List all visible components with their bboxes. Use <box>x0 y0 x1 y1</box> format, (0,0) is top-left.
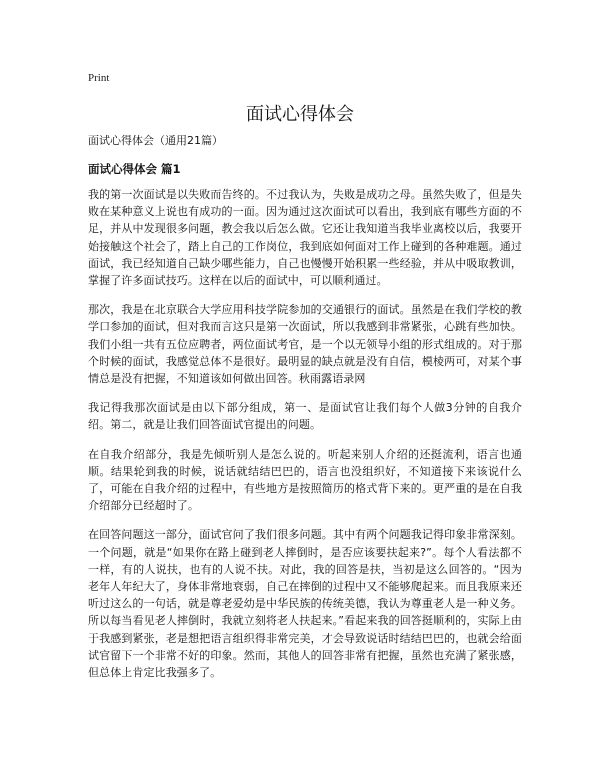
document-subtitle: 面试心得体会（通用21篇） <box>88 134 223 147</box>
paragraph-4: 在自我介绍部分，我是先倾听别人是怎么说的。听起来别人介绍的还挺流利，语言也通顺。结果轮到我的时候，说话就结结巴巴的，语言也没组织好，不知道接下来该说什么了，可能在自我介绍的过程中，有些地方是按照简历的格式背下来的。更严重的是在自我介绍部分已经超时了。 <box>88 447 522 513</box>
paragraph-5: 在回答问题这一部分，面试官问了我们很多问题。其中有两个问题我记得印象非常深刻。一个问题，就是“如果你在路上碰到老人摔倒时，是否应该要扶起来?”。每个人看法都不一样，有的人说扶，也有的人说不扶。对此，我的回答是扶，当初是这么回答的。“因为老年人年纪大了，身体非常地衰弱，自己在摔倒的过程中又不能够爬起来。而且我原来还听过这么的一句话，就是尊老爱幼是中华民族的传统美德，我认为尊重老人是一种义务。所以每当看见老人摔倒时，我就立刻将老人扶起来。”看起来我的回答挺顺利的，实际上由于我感到紧张，老是想把语言组织得非常完美，才会导致说话时结结巴巴的，也就会给面试官留下一个非常不好的印象。然而，其他人的回答非常有把握，虽然也充满了紧张感，但总体上肯定比我强多了。 <box>88 528 522 680</box>
print-label: Print <box>88 72 110 84</box>
section-heading: 面试心得体会 篇1 <box>88 162 181 176</box>
document-title: 面试心得体会 <box>246 104 354 125</box>
paragraph-3: 我记得我那次面试是由以下部分组成，第一、是面试官让我们每个人做3分钟的自我介绍。第二，就是让我们回答面试官提出的问题。 <box>88 401 522 432</box>
paragraph-2: 那次，我是在北京联合大学应用科技学院参加的交通银行的面试。虽然是在我们学校的教学口参加的面试，但对我而言这只是第一次面试，所以我感到非常紧张，心跳有些加快。我们小组一共有五位应聘者，两位面试考官，是一个以无领导小组的形式组成的。对于那个时候的面试，我感觉总体不是很好。最明显的缺点就是没有自信，模棱两可，对某个事情总是没有把握，不知道该如何做出回答。秋雨露语录网 <box>88 303 522 386</box>
paragraph-1: 我的第一次面试是以失败而告终的。不过我认为，失败是成功之母。虽然失败了，但是失败在某种意义上说也有成功的一面。因为通过这次面试可以看出，我到底有哪些方面的不足，并从中发现很多问题，教会我以后怎么做。它还让我知道当我毕业离校以后，我要开始接触这个社会了，踏上自己的工作岗位，我到底如何面对工作上碰到的各种难题。通过面试，我已经知道自己缺少哪些能力，自己也慢慢开始积累一些经验，并从中吸取教训，掌握了许多面试技巧。这样在以后的面试中，可以顺利通过。 <box>88 188 522 288</box>
document-body <box>88 132 522 693</box>
